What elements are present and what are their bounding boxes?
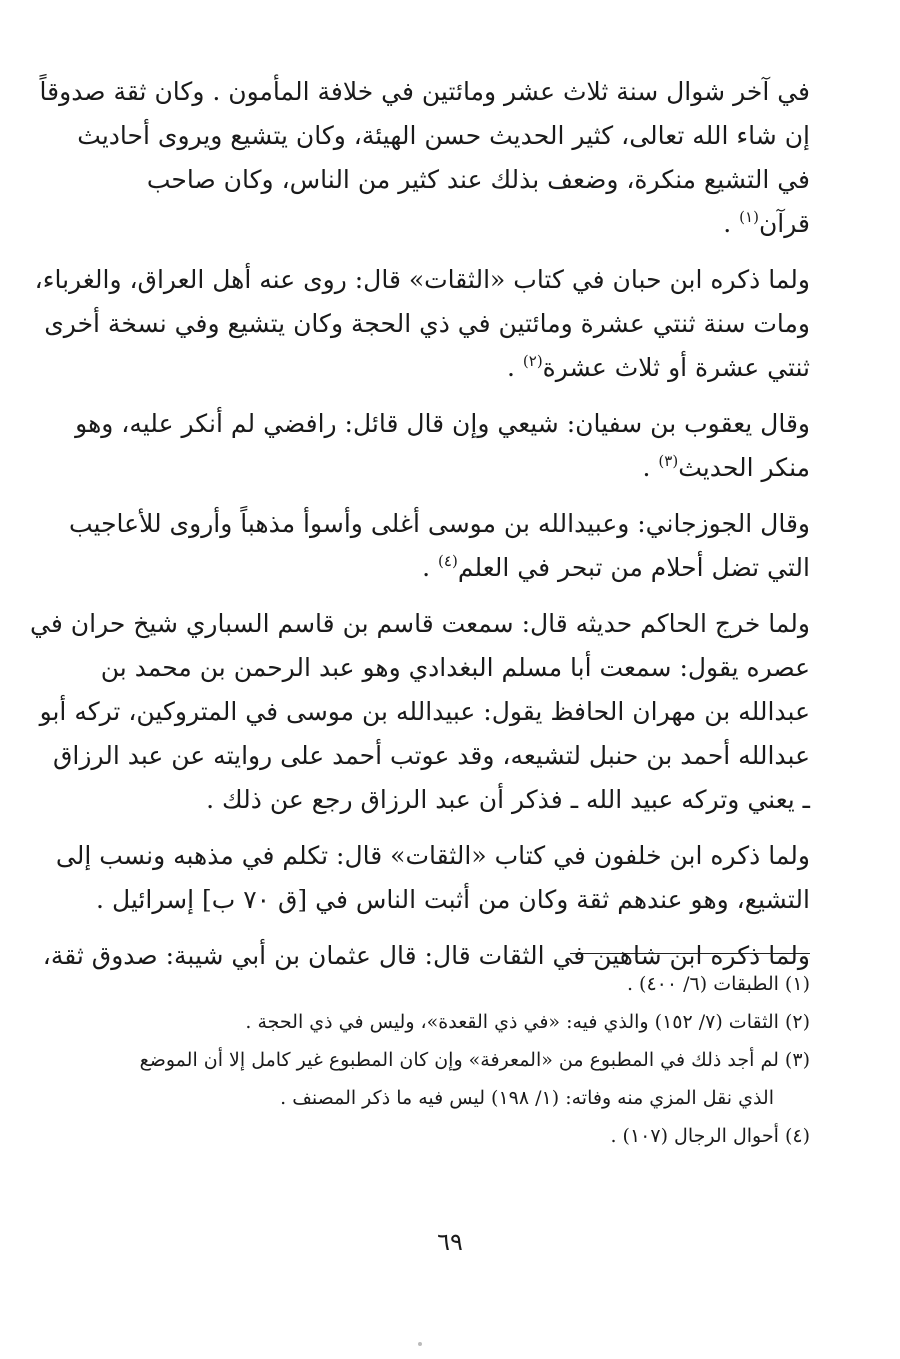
- text-segment: قرآن: [758, 209, 810, 238]
- paragraph: [39, 70, 810, 246]
- footnote-item: (٣) لم أجد ذلك في المطبوع من «المعرفة» وإن كان المطبوع غير كامل إلا أن الموضع: [139, 1049, 810, 1071]
- text-line: [90, 346, 810, 390]
- text-line: [90, 546, 810, 590]
- paragraph: [34, 258, 810, 390]
- text-line: وقال يعقوب بن سفيان: شيعي وإن قال قائل: رافضي لم أنكر عليه، وهو: [75, 409, 810, 438]
- page-number: ٦٩: [437, 1228, 463, 1256]
- footnote-continuation: الذي نقل المزي منه وفاته: (١/ ١٩٨) ليس فيه ما ذكر المصنف .: [280, 1087, 774, 1109]
- text-line: التشيع، وهو عندهم ثقة وكان من أثبت الناس في [ق ٧٠ ب] إسرائيل .: [96, 885, 810, 914]
- paragraph: [75, 402, 810, 490]
- text-line: ولما ذكره ابن شاهين في الثقات قال: قال عثمان بن أبي شيبة: صدوق ثقة،: [42, 941, 810, 970]
- main-text: [30, 70, 810, 990]
- text-line: عبدالله أحمد بن حنبل لتشيعه، وقد عوتب أحمد على روايته عن عبد الرزاق: [53, 741, 810, 770]
- footnote-ref: (٤): [438, 552, 458, 570]
- footnotes: [90, 965, 810, 1155]
- text-segment: .: [422, 553, 439, 582]
- text-line: ومات سنة ثنتي عشرة ومائتين في ذي الحجة وكان يتشيع وفي نسخة أخرى: [44, 309, 810, 338]
- text-segment: .: [642, 453, 659, 482]
- text-line: وقال الجوزجاني: وعبيدالله بن موسى أغلى وأسوأ مذهباً وأروى للأعاجيب: [69, 509, 810, 538]
- footnote-separator: [570, 953, 810, 954]
- text-line: ولما خرج الحاكم حديثه قال: سمعت قاسم بن قاسم السباري شيخ حران في: [30, 609, 810, 638]
- text-line: ولما ذكره ابن خلفون في كتاب «الثقات» قال: تكلم في مذهبه ونسب إلى: [55, 841, 810, 870]
- text-line: عصره يقول: سمعت أبا مسلم البغدادي وهو عبد الرحمن بن محمد بن: [100, 653, 810, 682]
- text-line: إن شاء الله تعالى، كثير الحديث حسن الهيئة، وكان يتشيع ويروى أحاديث: [77, 121, 810, 150]
- footnote-item: (١) الطبقات (٦/ ٤٠٠) .: [626, 973, 810, 995]
- text-segment: منكر الحديث: [678, 453, 810, 482]
- text-line: في آخر شوال سنة ثلاث عشر ومائتين في خلافة المأمون . وكان ثقة صدوقاً: [39, 77, 810, 106]
- text-line: [90, 202, 810, 246]
- footnote-item: (٤) أحوال الرجال (١٠٧) .: [610, 1125, 810, 1147]
- text-line: في التشيع منكرة، وضعف بذلك عند كثير من الناس، وكان صاحب: [146, 165, 810, 194]
- footnote-ref: (٢): [522, 352, 543, 370]
- footnote-item: (٢) الثقات (٧/ ١٥٢) والذي فيه: «في ذي القعدة»، وليس في ذي الحجة .: [245, 1011, 810, 1033]
- scan-speck: [418, 1342, 422, 1346]
- text-segment: التي تضل أحلام من تبحر في العلم: [457, 553, 810, 582]
- text-segment: .: [723, 209, 740, 238]
- text-line: ـ يعني وتركه عبيد الله ـ فذكر أن عبد الرزاق رجع عن ذلك .: [206, 785, 810, 814]
- paragraph: [69, 502, 810, 590]
- footnote-ref: (٣): [658, 452, 679, 470]
- text-segment: .: [506, 353, 523, 382]
- paragraph: [30, 602, 810, 822]
- paragraph: [55, 834, 810, 922]
- footnote-ref: (١): [739, 208, 759, 226]
- text-line: [90, 446, 810, 490]
- text-segment: ثنتي عشرة أو ثلاث عشرة: [542, 353, 810, 382]
- text-line: عبدالله بن مهران الحافظ يقول: عبيدالله بن موسى في المتروكين، تركه أبو: [39, 697, 810, 726]
- text-line: ولما ذكره ابن حبان في كتاب «الثقات» قال: روى عنه أهل العراق، والغرباء،: [34, 265, 810, 294]
